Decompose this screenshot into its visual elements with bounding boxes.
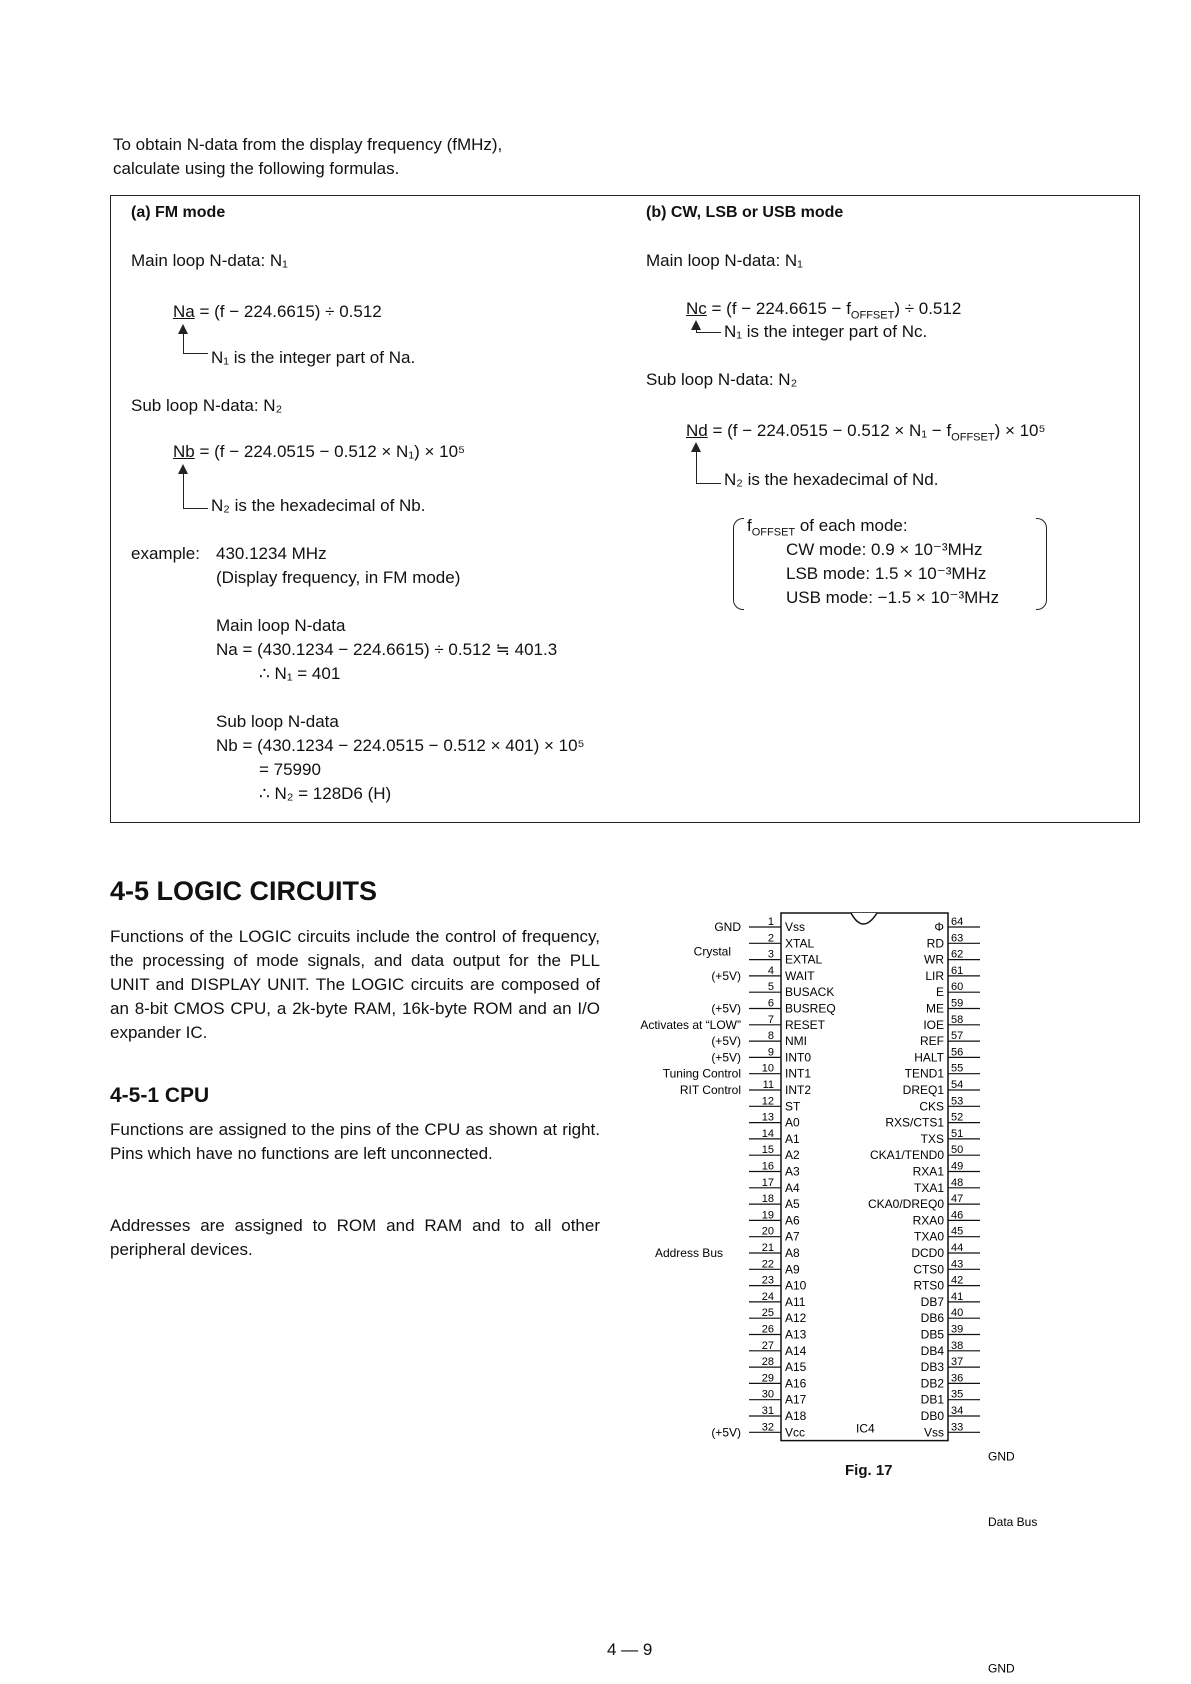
pin-number: 32 — [761, 1421, 774, 1434]
pin-label: A11 — [785, 1294, 806, 1309]
pin-number: 7 — [767, 1013, 774, 1026]
na-var: Na — [173, 302, 195, 321]
pin-number: 16 — [761, 1160, 774, 1173]
pin-label: A9 — [785, 1262, 800, 1277]
signal-label: Activates at “LOW” — [640, 1017, 741, 1032]
signal-label: GND — [714, 920, 741, 934]
pin-number: 9 — [767, 1046, 774, 1059]
pin-label: A6 — [785, 1213, 800, 1228]
pin-label: CKS — [919, 1099, 944, 1114]
pin-label: INT0 — [785, 1050, 812, 1065]
pin-label: INT2 — [785, 1083, 812, 1097]
pin-label: A4 — [785, 1180, 800, 1195]
pin-label: RXA1 — [912, 1164, 944, 1179]
section-title: 4-5 LOGIC CIRCUITS — [110, 876, 378, 906]
right-paren — [1036, 518, 1047, 610]
signal-label: (+5V) — [711, 1001, 741, 1016]
pin-number: 41 — [951, 1290, 964, 1303]
pin-label: A7 — [785, 1229, 800, 1244]
pin-number: 27 — [761, 1339, 774, 1352]
pin-number: 55 — [951, 1062, 964, 1075]
pin-number: 5 — [767, 981, 774, 994]
pin-label: E — [935, 985, 944, 1000]
pin-number: 24 — [761, 1290, 774, 1303]
pin-number: 29 — [761, 1372, 774, 1385]
pin-label: A15 — [785, 1360, 807, 1375]
pin-label: TXS — [920, 1131, 944, 1146]
pin-label: WR — [924, 952, 944, 967]
pin-label: HALT — [914, 1050, 944, 1065]
pin-number: 17 — [761, 1176, 774, 1189]
pin-label: XTAL — [785, 936, 815, 951]
pin-label: RTS0 — [913, 1278, 944, 1293]
pin-label: TXA0 — [913, 1229, 944, 1244]
pin-number: 64 — [951, 916, 964, 928]
pin-label: A12 — [785, 1311, 807, 1326]
pin-number: 58 — [951, 1013, 964, 1026]
pin-label: RXS/CTS1 — [885, 1115, 944, 1130]
pin-number: 11 — [762, 1079, 774, 1091]
pin-label: RD — [926, 936, 944, 951]
pin-label: IOE — [923, 1017, 944, 1032]
pin-number: 13 — [761, 1111, 774, 1124]
pin-label: Vss — [785, 920, 806, 934]
signal-label: RIT Control — [679, 1083, 741, 1097]
pin-number: 39 — [951, 1323, 964, 1336]
pin-number: 6 — [767, 997, 774, 1010]
formula-box — [110, 195, 1140, 823]
pin-label: CKA0/DREQ0 — [867, 1197, 944, 1212]
pin-label: A3 — [785, 1164, 800, 1179]
pin-label: A18 — [785, 1409, 807, 1423]
pin-number: 35 — [951, 1388, 964, 1401]
fm-main-label: Main loop N-data: N₁ — [131, 251, 288, 270]
pin-label: TEND1 — [904, 1066, 944, 1081]
pin-number: 51 — [951, 1127, 964, 1140]
pin-label: A0 — [785, 1115, 800, 1130]
left-paren — [733, 518, 744, 610]
fm-ex-sub-title: Sub loop N-data — [216, 712, 339, 731]
pin-number: 22 — [761, 1258, 774, 1271]
fm-ex-main-title: Main loop N-data — [216, 616, 346, 635]
nc-expr: = (f − 224.6615 − f — [706, 299, 851, 318]
pin-label: DB2 — [920, 1376, 944, 1391]
arrow-line — [696, 327, 721, 333]
fm-ex-sub-calc: Nb = (430.1234 − 224.0515 − 0.512 × 401) × 10⁵ — [216, 736, 585, 755]
pin-number: 54 — [951, 1079, 964, 1091]
offset-title-rest: of each mode: — [795, 516, 908, 535]
subsection-title: 4-5-1 CPU — [110, 1084, 210, 1107]
pin-label: CTS0 — [913, 1262, 944, 1277]
pin-number: 3 — [767, 948, 774, 961]
offset-title-f: f — [747, 516, 752, 535]
pin-number: 20 — [761, 1225, 774, 1238]
page-number: 4 — 9 — [607, 1640, 653, 1659]
nd-var: Nd — [686, 421, 708, 440]
cpu-pinout-figure — [600, 905, 1160, 1676]
chip-label: IC4 — [856, 1421, 875, 1436]
pin-number: 38 — [951, 1339, 964, 1352]
nd-expr: = (f − 224.0515 − 0.512 × N₁ − f — [707, 421, 952, 440]
pin-number: 53 — [951, 1095, 964, 1108]
pin-number: 46 — [951, 1209, 964, 1222]
pin-label: DCD0 — [911, 1246, 944, 1260]
pin-number: 45 — [951, 1225, 964, 1238]
pin-number: 56 — [951, 1046, 964, 1059]
pin-number: 49 — [951, 1160, 964, 1173]
pin-number: 21 — [761, 1242, 774, 1254]
fm-sub-label: Sub loop N-data: N₂ — [131, 396, 283, 415]
pin-label: BUSACK — [785, 985, 835, 1000]
nb-var: Nb — [173, 442, 195, 461]
pin-number: 30 — [761, 1388, 774, 1401]
pin-label: DB4 — [920, 1343, 944, 1358]
cw-nc-formula — [686, 299, 961, 321]
fm-ex-sub-eq: = 75990 — [259, 760, 321, 779]
pin-label: DB3 — [920, 1360, 944, 1375]
pin-number: 18 — [761, 1193, 774, 1206]
pin-number: 12 — [761, 1095, 774, 1108]
pin-label: BUSREQ — [785, 1001, 836, 1016]
pin-number: 60 — [951, 981, 964, 994]
pin-number: 42 — [951, 1274, 964, 1287]
offset-title — [747, 516, 908, 538]
arrow-line — [183, 472, 208, 509]
subsection-paragraph-1: Functions are assigned to the pins of the CPU as shown at right. Pins which have no functions are left unconnected. — [110, 1120, 600, 1163]
arrow-line — [696, 450, 721, 484]
pin-label: A8 — [785, 1246, 800, 1260]
pin-number: 47 — [951, 1193, 964, 1206]
pin-label: A5 — [785, 1197, 800, 1212]
pin-label: RXA0 — [912, 1213, 944, 1228]
cw-n1-note: N₁ is the integer part of Nc. — [724, 322, 928, 341]
pin-number: 43 — [951, 1258, 964, 1271]
pin-number: 25 — [761, 1307, 774, 1320]
fm-ex-main-result: ∴ N₁ = 401 — [259, 664, 341, 683]
pin-label: DB0 — [920, 1409, 944, 1423]
figure-caption: Fig. 17 — [845, 1462, 893, 1479]
intro-line-1: To obtain N-data from the display frequency (fMHz), — [113, 135, 503, 154]
signal-label: GND — [988, 1449, 1015, 1464]
cw-nd-formula — [686, 421, 1046, 443]
fm-ex-sub-result: ∴ N₂ = 128D6 (H) — [259, 784, 392, 803]
pin-number: 23 — [761, 1274, 774, 1287]
signal-label: (+5V) — [711, 1050, 741, 1065]
pin-label: DB7 — [920, 1294, 944, 1309]
signal-label: Crystal — [693, 944, 731, 959]
signal-label: Tuning Control — [662, 1066, 741, 1081]
fm-ex-main-calc: Na = (430.1234 − 224.6615) ÷ 0.512 ≒ 401.3 — [216, 640, 558, 659]
arrow-line — [183, 332, 208, 354]
pin-number: 59 — [951, 997, 964, 1010]
pin-number: 33 — [951, 1421, 964, 1434]
pin-label: DB1 — [920, 1392, 944, 1407]
pin-number: 48 — [951, 1176, 964, 1189]
pin-number: 44 — [951, 1242, 964, 1254]
pin-label: Vss — [923, 1425, 944, 1440]
nd-expr-end: ) × 10⁵ — [994, 421, 1046, 440]
pin-label: DB5 — [920, 1327, 944, 1342]
pin-label: CKA1/TEND0 — [869, 1148, 944, 1163]
offset-cw: CW mode: 0.9 × 10⁻³MHz — [786, 540, 983, 559]
pin-label: RESET — [785, 1017, 826, 1032]
offset-title-sub: OFFSET — [751, 526, 796, 539]
pin-number: 1 — [767, 916, 774, 928]
pin-number: 26 — [761, 1323, 774, 1336]
fm-nb-formula — [173, 442, 465, 462]
offset-usb: USB mode: −1.5 × 10⁻³MHz — [786, 588, 1000, 607]
pin-label: INT1 — [785, 1066, 812, 1081]
pin-label: LIR — [925, 968, 944, 983]
signal-label: Address Bus — [654, 1246, 723, 1260]
pin-number: 61 — [951, 964, 964, 977]
pin-label: DB6 — [920, 1311, 944, 1326]
pin-number: 62 — [951, 948, 964, 961]
pin-number: 2 — [767, 932, 774, 945]
cw-heading: (b) CW, LSB or USB mode — [646, 204, 844, 221]
pin-number: 40 — [951, 1307, 964, 1320]
pin-number: 14 — [761, 1127, 774, 1140]
signal-label: Data Bus — [988, 1514, 1038, 1529]
signal-label: (+5V) — [711, 1425, 741, 1440]
nc-offset-sub: OFFSET — [850, 309, 895, 322]
pin-number: 52 — [951, 1111, 964, 1124]
fm-n1-note: N₁ is the integer part of Na. — [211, 348, 416, 367]
signal-label: GND — [988, 1661, 1015, 1676]
pin-label: A2 — [785, 1148, 800, 1163]
section-paragraph: Functions of the LOGIC circuits include the control of frequency, the processing of mode signals, and data output for the PLL UNIT and DISPLAY UNIT. The LOGIC circuits are composed of an 8-bit CMOS CPU, a 2k-byte RAM, 16k-byte ROM and an I/O expander IC. — [110, 927, 600, 1042]
pin-number: 8 — [767, 1030, 774, 1043]
pin-number: 57 — [951, 1030, 964, 1043]
pin-label: NMI — [785, 1034, 807, 1049]
pin-label: Φ — [934, 920, 944, 934]
pin-number: 10 — [761, 1062, 774, 1075]
pin-number: 37 — [951, 1356, 964, 1369]
pin-label: REF — [920, 1034, 944, 1049]
fm-example-desc: (Display frequency, in FM mode) — [216, 568, 461, 587]
fm-example-label: example: — [131, 544, 200, 563]
nb-expr: = (f − 224.0515 − 0.512 × N₁) × 10⁵ — [194, 442, 466, 461]
cw-sub-label: Sub loop N-data: N₂ — [646, 370, 798, 389]
pin-label: A17 — [785, 1392, 807, 1407]
pin-number: 28 — [761, 1356, 774, 1369]
pin-label: Vcc — [785, 1425, 806, 1440]
pin-number: 34 — [951, 1405, 964, 1417]
fm-na-formula — [173, 302, 382, 322]
fm-heading: (a) FM mode — [131, 204, 226, 221]
pin-label: EXTAL — [785, 952, 823, 967]
nc-expr-end: ) ÷ 0.512 — [894, 299, 962, 318]
pin-label: A13 — [785, 1327, 807, 1342]
pin-number: 31 — [761, 1405, 774, 1417]
pin-label: WAIT — [785, 968, 815, 983]
pin-label: A1 — [785, 1131, 800, 1146]
subsection-paragraph-2: Addresses are assigned to ROM and RAM and to all other peripheral devices. — [110, 1216, 600, 1259]
pin-number: 19 — [761, 1209, 774, 1222]
chip-notch — [851, 913, 877, 924]
pin-label: A16 — [785, 1376, 807, 1391]
nc-var: Nc — [686, 299, 707, 318]
signal-label: (+5V) — [711, 1034, 741, 1049]
pin-number: 50 — [951, 1144, 964, 1157]
offset-lsb: LSB mode: 1.5 × 10⁻³MHz — [786, 564, 987, 583]
fm-example-value: 430.1234 MHz — [216, 544, 327, 563]
pin-label: A14 — [785, 1343, 807, 1358]
pin-label: DREQ1 — [902, 1083, 944, 1097]
na-expr: = (f − 224.6615) ÷ 0.512 — [194, 302, 382, 321]
pin-label: ME — [926, 1001, 944, 1016]
pin-number: 4 — [767, 964, 774, 977]
pin-label: TXA1 — [913, 1180, 944, 1195]
fm-n2-note: N₂ is the hexadecimal of Nb. — [211, 496, 426, 515]
pin-label: ST — [785, 1099, 801, 1114]
pin-number: 36 — [951, 1372, 964, 1385]
cw-main-label: Main loop N-data: N₁ — [646, 251, 803, 270]
pin-number: 63 — [951, 932, 964, 945]
intro-text — [113, 133, 673, 181]
nd-offset-sub: OFFSET — [951, 431, 995, 444]
intro-line-2: calculate using the following formulas. — [113, 159, 400, 178]
cw-n2-note: N₂ is the hexadecimal of Nd. — [724, 470, 939, 489]
signal-label: (+5V) — [711, 968, 741, 983]
pin-number: 15 — [761, 1144, 774, 1157]
pin-label: A10 — [785, 1278, 807, 1293]
